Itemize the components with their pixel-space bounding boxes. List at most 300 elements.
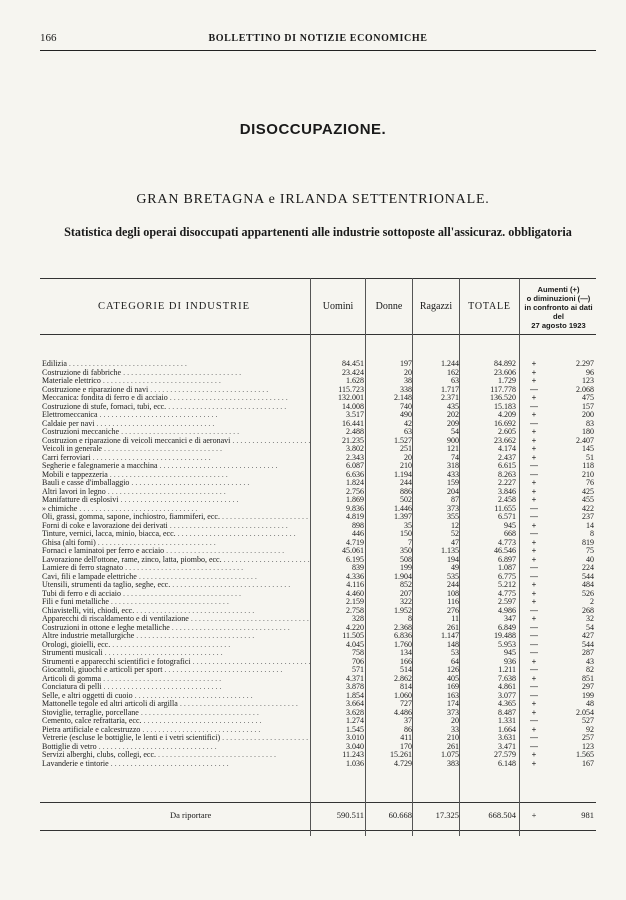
row-women: 490: [400, 410, 412, 419]
row-total: 8.263: [498, 469, 516, 479]
table-row: [40, 760, 596, 769]
row-sign: —: [530, 665, 538, 674]
row-total: 4.365: [498, 699, 516, 708]
row-boys: 261: [447, 741, 459, 751]
row-sign: +: [531, 520, 537, 530]
row-total: 4.775: [498, 588, 516, 598]
row-sign: —: [530, 563, 538, 572]
row-change: 2.407: [576, 435, 594, 445]
row-women: 514: [400, 665, 412, 674]
row-sign: —: [530, 639, 538, 649]
row-women: 1.060: [394, 690, 412, 700]
header-change: [521, 281, 596, 333]
row-change: 287: [582, 648, 594, 657]
row-total: 6.571: [498, 512, 516, 521]
row-boys: 159: [447, 478, 459, 487]
row-total: 3.077: [498, 690, 516, 700]
row-total: 6.897: [498, 554, 516, 564]
row-women: 197: [400, 359, 412, 368]
row-change: 92: [586, 724, 594, 734]
row-category: Lamiere di ferro stagnato . .: [42, 564, 310, 573]
row-category: Chiavistelli, viti, chiodi, ecc. . .: [42, 607, 310, 616]
row-men: 3.040: [346, 741, 364, 751]
row-men: 1.545: [346, 724, 364, 734]
row-boys: 244: [447, 580, 459, 589]
row-change: 819: [582, 537, 594, 547]
row-sign: +: [531, 546, 537, 555]
row-men: 21.235: [342, 435, 364, 445]
row-sign: —: [530, 469, 538, 479]
row-category: Conciatura di pelli . .: [42, 683, 310, 692]
row-total: 11.655: [494, 503, 516, 513]
row-category: Strumenti e apparecchi scientifici e fotografici . .: [42, 658, 310, 667]
row-boys: 276: [447, 605, 459, 615]
row-total: 6.849: [498, 622, 516, 632]
row-women: 38: [404, 376, 412, 385]
row-total: 936: [504, 656, 516, 666]
row-women: 1.194: [394, 469, 412, 479]
row-men: 4.719: [346, 537, 364, 547]
row-total: 7.638: [498, 673, 516, 683]
row-total: 4.773: [498, 537, 516, 547]
row-change: 2.068: [576, 384, 594, 394]
row-category: Cemento, calce refrattaria, ecc. . .: [42, 717, 310, 726]
row-sign: —: [530, 682, 538, 691]
row-men: 84.451: [342, 359, 364, 368]
row-total: 1.664: [498, 724, 516, 734]
row-change: 76: [586, 478, 594, 487]
row-women: 2.148: [394, 393, 412, 402]
section-title: DISOCCUPAZIONE.: [239, 121, 387, 138]
row-men: 898: [352, 520, 364, 530]
row-men: 706: [352, 656, 364, 666]
row-women: 20: [404, 367, 412, 377]
row-men: 4.336: [346, 571, 364, 581]
row-women: 1.446: [394, 503, 412, 513]
table-body: [40, 360, 596, 768]
row-boys: 126: [447, 665, 459, 674]
row-boys: 535: [447, 571, 459, 581]
header-change-line: del: [553, 311, 564, 321]
row-total: 4.986: [498, 605, 516, 615]
row-boys: 108: [447, 588, 459, 598]
row-category: Caldaie per navi . .: [42, 420, 310, 429]
header-category: CATEGORIE DI INDUSTRIE: [97, 300, 251, 312]
row-total: 8.487: [498, 707, 516, 717]
row-boys: 2.371: [441, 393, 459, 402]
row-total: 23.662: [494, 435, 516, 445]
row-women: 4.729: [394, 758, 412, 768]
row-sign: —: [530, 461, 538, 470]
row-change: 8: [590, 529, 594, 538]
row-total: 1.211: [498, 665, 516, 674]
row-men: 6.636: [346, 469, 364, 479]
row-category: Elettromeccanica . .: [42, 411, 310, 420]
row-sign: +: [531, 588, 537, 598]
row-women: 8: [408, 614, 412, 623]
row-change: 96: [586, 367, 594, 377]
row-boys: 49: [451, 563, 459, 572]
row-women: 207: [400, 588, 412, 598]
page-number: 166: [40, 32, 57, 44]
header-rule: [40, 50, 596, 51]
row-change: 422: [582, 503, 594, 513]
row-change: 455: [582, 495, 594, 504]
row-boys: 383: [447, 758, 459, 768]
row-sign: +: [531, 699, 537, 708]
row-boys: 162: [447, 367, 459, 377]
row-women: 15.261: [390, 750, 412, 759]
row-boys: 52: [451, 529, 459, 538]
row-total: 46.546: [494, 546, 516, 555]
row-category: Costruzion e riparazione di veicoli meccanici e di aeronavi . .: [42, 437, 310, 446]
row-boys: 355: [447, 512, 459, 521]
row-men: 1.628: [346, 376, 364, 385]
row-change: 427: [582, 631, 594, 640]
row-women: 727: [400, 699, 412, 708]
row-sign: +: [531, 452, 537, 462]
row-women: 166: [400, 656, 412, 666]
row-boys: 12: [451, 520, 459, 530]
row-men: 1.274: [346, 716, 364, 725]
row-change: 257: [582, 733, 594, 742]
row-men: 1.869: [346, 495, 364, 504]
row-boys: 1.075: [441, 750, 459, 759]
row-men: 446: [352, 529, 364, 538]
row-boys: 53: [451, 648, 459, 657]
row-boys: 47: [451, 537, 459, 547]
row-sign: +: [531, 486, 537, 496]
row-change: 83: [586, 418, 594, 428]
header-change-line: 27 agosto 1923: [531, 320, 586, 330]
row-change: 75: [586, 546, 594, 555]
row-men: 11.505: [342, 631, 364, 640]
row-women: 2.368: [394, 622, 412, 632]
row-category: Tubi di ferro e di acciaio . .: [42, 590, 310, 599]
header-change-line: Aumenti (+): [537, 284, 580, 294]
row-women: 1.904: [394, 571, 412, 581]
row-sign: +: [531, 707, 537, 717]
running-header: [40, 32, 596, 48]
row-men: 3.664: [346, 699, 364, 708]
row-category: Meccanica: fondita di ferro e di acciaio . .: [42, 394, 310, 403]
row-men: 758: [352, 648, 364, 657]
row-boys: 121: [447, 444, 459, 453]
row-total: 347: [504, 614, 516, 623]
row-category: Segherie e falegnamerie a macchina . .: [42, 462, 310, 471]
row-category: Giocattoli, giuochi e articoli per sport . .: [42, 666, 310, 675]
row-men: 132.001: [338, 393, 364, 402]
row-total: 27.579: [494, 750, 516, 759]
row-men: 3.010: [346, 733, 364, 742]
row-boys: 900: [447, 435, 459, 445]
row-sign: —: [530, 648, 538, 657]
row-category: Vetrerie (escluse le bottiglie, le lenti e i vetri scientifici) . .: [42, 734, 310, 743]
row-men: 23.424: [342, 367, 364, 377]
header-change-line: in confronto ai dati: [524, 302, 593, 312]
row-change: 118: [582, 461, 594, 470]
row-sign: —: [530, 733, 538, 742]
row-sign: +: [531, 614, 537, 623]
row-category: Apparecchi di riscaldamento e di ventilazione . .: [42, 615, 310, 624]
row-change: 123: [582, 741, 594, 751]
row-men: 4.045: [346, 639, 364, 649]
row-men: 328: [352, 614, 364, 623]
row-men: 839: [352, 563, 364, 572]
row-women: 322: [400, 597, 412, 606]
row-women: 886: [400, 486, 412, 496]
row-category: Utensili, strumenti da taglio, seghe, ecc. . .: [42, 581, 310, 590]
row-category: Strumenti musicali . .: [42, 649, 310, 658]
row-boys: 174: [447, 699, 459, 708]
row-women: 1.760: [394, 639, 412, 649]
row-women: 1.397: [394, 512, 412, 521]
row-total: 4.209: [498, 410, 516, 419]
row-men: 2.758: [346, 605, 364, 615]
row-category: Costruzione di stufe, fornaci, tubi, ecc. . .: [42, 403, 310, 412]
row-men: 1.854: [346, 690, 364, 700]
row-men: 9.836: [346, 503, 364, 513]
row-total: 136.520: [490, 393, 516, 402]
row-boys: 20: [451, 716, 459, 725]
row-category: Altri lavori in legno . .: [42, 488, 310, 497]
total-change: 981: [581, 810, 594, 820]
row-total: 2.227: [498, 478, 516, 487]
row-change: 167: [582, 758, 594, 768]
row-total: 6.775: [498, 571, 516, 581]
row-women: 63: [404, 427, 412, 436]
row-category: Servizi alberghi, clubs, collegi, ecc. . .: [42, 751, 310, 760]
row-total: 5.212: [498, 580, 516, 589]
row-change: 544: [582, 639, 594, 649]
table-total-rule: [40, 802, 596, 803]
row-change: 2.054: [576, 707, 594, 717]
row-total: 15.183: [494, 401, 516, 411]
row-boys: 163: [447, 690, 459, 700]
row-sign: +: [531, 393, 537, 402]
row-change: 14: [586, 520, 594, 530]
row-category: Stoviglie, terraglie, porcellane . .: [42, 709, 310, 718]
row-women: 2.862: [394, 673, 412, 683]
row-sign: +: [531, 580, 537, 589]
row-total: 6.615: [498, 461, 516, 470]
row-change: 526: [582, 588, 594, 598]
row-sign: —: [530, 512, 538, 521]
header-total: TOTALE: [468, 300, 511, 312]
row-boys: 435: [447, 401, 459, 411]
row-women: 251: [400, 444, 412, 453]
row-women: 852: [400, 580, 412, 589]
row-total: 945: [504, 520, 516, 530]
row-total: 23.606: [494, 367, 516, 377]
row-total: 6.148: [498, 758, 516, 768]
row-boys: 209: [447, 418, 459, 428]
row-sign: +: [531, 359, 537, 368]
row-change: 145: [582, 444, 594, 453]
row-sign: +: [531, 597, 537, 606]
row-change: 210: [582, 469, 594, 479]
row-men: 2.756: [346, 486, 364, 496]
row-boys: 194: [447, 554, 459, 564]
row-sign: +: [531, 656, 537, 666]
total-sign: +: [531, 810, 537, 820]
row-sign: +: [531, 750, 537, 759]
row-change: 1.565: [576, 750, 594, 759]
total-row: [40, 810, 596, 822]
row-sign: —: [530, 690, 538, 700]
row-total: 16.692: [494, 418, 516, 428]
row-men: 3.517: [346, 410, 364, 419]
row-women: 134: [400, 648, 412, 657]
row-sign: +: [531, 435, 537, 445]
row-category: Pietra artificiale e calcestruzzo . .: [42, 726, 310, 735]
table-header-rule: [40, 334, 596, 335]
row-change: 544: [582, 571, 594, 581]
row-total: 2.458: [498, 495, 516, 504]
row-sign: +: [531, 724, 537, 734]
row-men: 1.036: [346, 758, 364, 768]
row-sign: —: [530, 401, 538, 411]
row-sign: —: [530, 418, 538, 428]
row-category: Lavanderie e tintorie . .: [42, 760, 310, 769]
row-women: 199: [400, 563, 412, 572]
row-sign: +: [531, 673, 537, 683]
row-women: 740: [400, 401, 412, 411]
row-boys: 405: [447, 673, 459, 683]
row-boys: 148: [447, 639, 459, 649]
row-men: 45.061: [342, 546, 364, 555]
header-men: Uomini: [322, 300, 354, 312]
row-total: 84.892: [494, 359, 516, 368]
row-category: Oli, grassi, gomma, sapone, inchiostro, fiammiferi, ecc. . .: [42, 513, 310, 522]
total-men: 590.511: [336, 810, 364, 820]
row-total: 19.488: [494, 631, 516, 640]
row-women: 20: [404, 452, 412, 462]
row-change: 200: [582, 410, 594, 419]
row-men: 4.220: [346, 622, 364, 632]
total-boys: 17.325: [435, 810, 459, 820]
row-sign: +: [531, 495, 537, 504]
row-change: 484: [582, 580, 594, 589]
row-women: 4.486: [394, 707, 412, 717]
row-women: 1.952: [394, 605, 412, 615]
row-women: 244: [400, 478, 412, 487]
row-men: 1.824: [346, 478, 364, 487]
row-sign: —: [530, 529, 538, 538]
row-sign: —: [530, 503, 538, 513]
row-category: Costruzione di fabbriche . .: [42, 369, 310, 378]
row-boys: 116: [447, 597, 459, 606]
row-category: Fili e funi metalliche . .: [42, 598, 310, 607]
row-women: 7: [408, 537, 412, 547]
row-change: 851: [582, 673, 594, 683]
row-sign: +: [531, 427, 537, 436]
row-women: 411: [400, 733, 412, 742]
row-change: 297: [582, 682, 594, 691]
row-category: Manifatture di esplosivi . .: [42, 496, 310, 505]
header-women: Donne: [375, 300, 403, 312]
row-total: 1.729: [498, 376, 516, 385]
row-change: 237: [582, 512, 594, 521]
row-category: Orologi, gioielli, ecc. . .: [42, 641, 310, 650]
row-women: 37: [404, 716, 412, 725]
row-men: 3.802: [346, 444, 364, 453]
row-boys: 373: [447, 707, 459, 717]
row-change: 475: [582, 393, 594, 402]
row-category: Forni di coke e lavorazione dei derivati . .: [42, 522, 310, 531]
row-sign: +: [531, 758, 537, 768]
row-men: 4.460: [346, 588, 364, 598]
row-change: 2.297: [576, 359, 594, 368]
row-change: 180: [582, 427, 594, 436]
row-sign: +: [531, 478, 537, 487]
row-sign: +: [531, 410, 537, 419]
row-category: Costruzioni meccaniche . .: [42, 428, 310, 437]
row-change: 527: [582, 716, 594, 725]
row-sign: —: [530, 716, 538, 725]
table-bottom-rule: [40, 830, 596, 831]
row-sign: +: [531, 537, 537, 547]
row-boys: 64: [451, 656, 459, 666]
row-boys: 210: [447, 733, 459, 742]
row-total: 945: [504, 648, 516, 657]
row-change: 199: [582, 690, 594, 700]
row-sign: +: [531, 554, 537, 564]
total-total: 668.504: [488, 810, 516, 820]
row-category: Materiale elettrico . .: [42, 377, 310, 386]
row-men: 2.159: [346, 597, 364, 606]
row-change: 123: [582, 376, 594, 385]
row-total: 4.861: [498, 682, 516, 691]
row-sign: —: [530, 741, 538, 751]
row-change: 82: [586, 665, 594, 674]
row-category: Cavi, fili e lampade elettriche . .: [42, 573, 310, 582]
table-top-rule: [40, 278, 596, 279]
row-change: 224: [582, 563, 594, 572]
row-boys: 74: [451, 452, 459, 462]
row-men: 571: [352, 665, 364, 674]
row-men: 4.116: [346, 580, 364, 589]
row-men: 3.878: [346, 682, 364, 691]
row-women: 42: [404, 418, 412, 428]
row-sign: —: [530, 631, 538, 640]
row-boys: 63: [451, 376, 459, 385]
row-sign: +: [531, 376, 537, 385]
row-change: 51: [586, 452, 594, 462]
row-women: 6.836: [394, 631, 412, 640]
row-category: Bottiglie di vetro . .: [42, 743, 310, 752]
row-sign: —: [530, 571, 538, 581]
row-total: 117.778: [490, 384, 516, 394]
row-boys: 261: [447, 622, 459, 632]
row-category: Costruzioni in ottone e leghe metalliche . .: [42, 624, 310, 633]
row-total: 4.174: [498, 444, 516, 453]
row-category: Veicoli in generale . .: [42, 445, 310, 454]
row-boys: 54: [451, 427, 459, 436]
row-men: 4.371: [346, 673, 364, 683]
row-boys: 11: [451, 614, 459, 623]
row-men: 115.723: [338, 384, 364, 394]
row-category: Selle, e altri oggetti di cuoio . .: [42, 692, 310, 701]
total-women: 60.668: [388, 810, 412, 820]
row-boys: 169: [447, 682, 459, 691]
row-women: 350: [400, 546, 412, 555]
row-category: » chimiche . .: [42, 505, 310, 514]
row-total: 2.597: [498, 597, 516, 606]
total-label: Da riportare: [170, 810, 212, 820]
row-women: 86: [404, 724, 412, 734]
row-boys: 1.135: [441, 546, 459, 555]
